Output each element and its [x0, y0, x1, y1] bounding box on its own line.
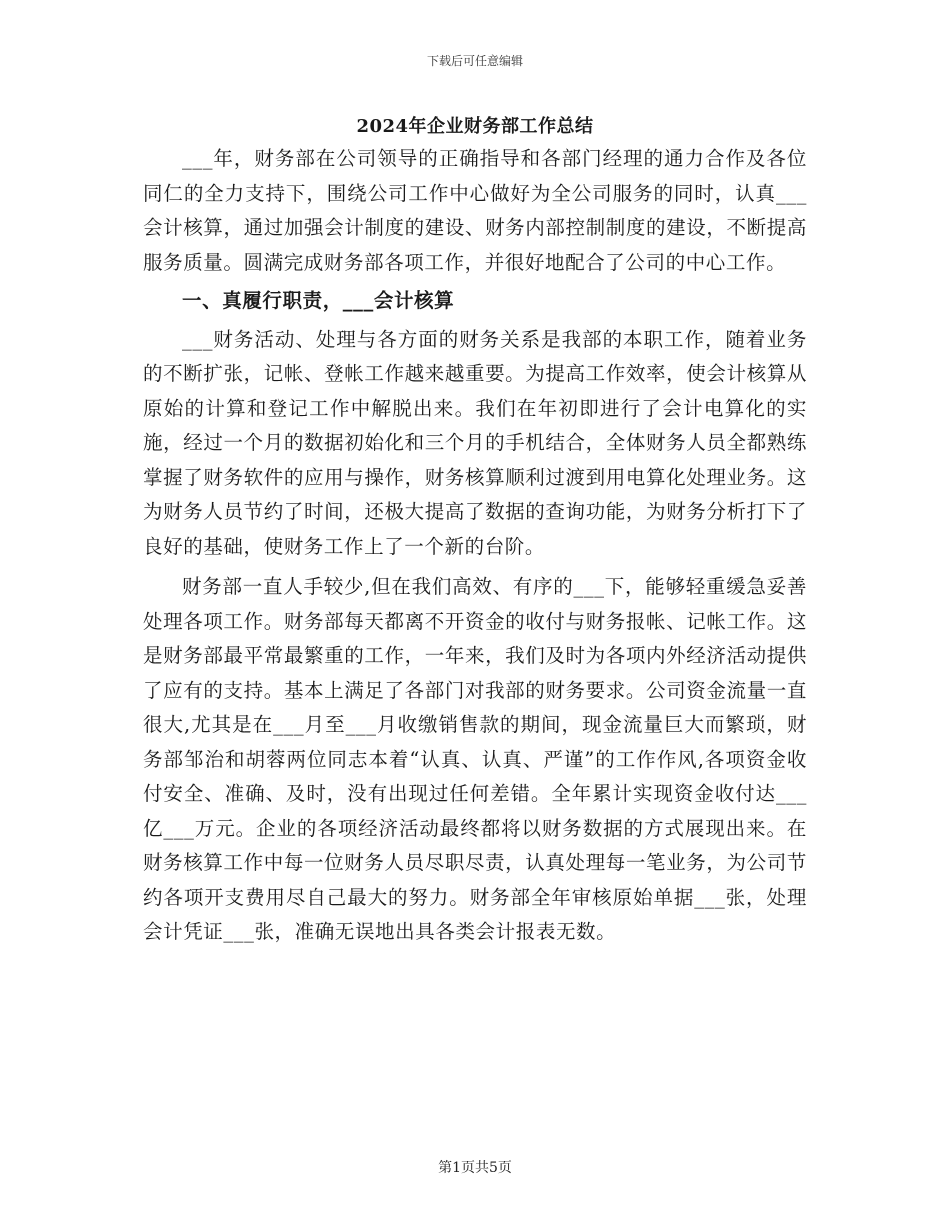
intro-paragraph: ___年，财务部在公司领导的正确指导和各部门经理的通力合作及各位同仁的全力支持下，围绕公司工作中心做好为全公司服务的同时，认真___会计核算，通过加强会计制度的建设、财务内部控制制度的建设，不断提高服务质量。圆满完成财务部各项工作，并很好地配合了公司的中心工作。	[143, 147, 807, 274]
document-title: 2024年企业财务部工作总结	[356, 116, 594, 137]
section1-paragraph-1: ___财务活动、处理与各方面的财务关系是我部的本职工作，随着业务的不断扩张，记帐、登帐工作越来越重要。为提高工作效率，使会计核算从原始的计算和登记工作中解脱出来。我们在年初即进行了会计电算化的实施，经过一个月的数据初始化和三个月的手机结合，全体财务人员全都熟练掌握了财务软件的应用与操作，财务核算顺利过渡到用电算化处理业务。这为财务人员节约了时间，还极大提高了数据的查询功能，为财务分析打下了良好的基础，使财务工作上了一个新的台阶。	[143, 327, 807, 558]
section1-paragraph-2: 财务部一直人手较少,但在我们高效、有序的___下，能够轻重缓急妥善处理各项工作。财务部每天都离不开资金的收付与财务报帐、记帐工作。这是财务部最平常最繁重的工作，一年来，我们及时为各项内外经济活动提供了应有的支持。基本上满足了各部门对我部的财务要求。公司资金流量一直很大,尤其是在___月至___月收缴销售款的期间，现金流量巨大而繁琐，财务部邹治和胡蓉两位同志本着“认真、认真、严谨”的工作作风,各项资金收付安全、准确、及时，没有出现过任何差错。全年累计实现资金收付达___亿___万元。企业的各项经济活动最终都将以财务数据的方式展现出来。在财务核算工作中每一位财务人员尽职尽责，认真处理每一笔业务，为公司节约各项开支费用尽自己最大的努力。财务部全年审核原始单据___张，处理会计凭证___张，准确无误地出具各类会计报表无数。	[143, 575, 807, 943]
section-heading-1: 一、真履行职责，___会计核算	[182, 289, 455, 312]
page-number-footer: 第1页共5页	[438, 1160, 512, 1176]
document-body	[143, 112, 807, 950]
page-header-note: 下载后可任意编辑	[426, 54, 523, 68]
